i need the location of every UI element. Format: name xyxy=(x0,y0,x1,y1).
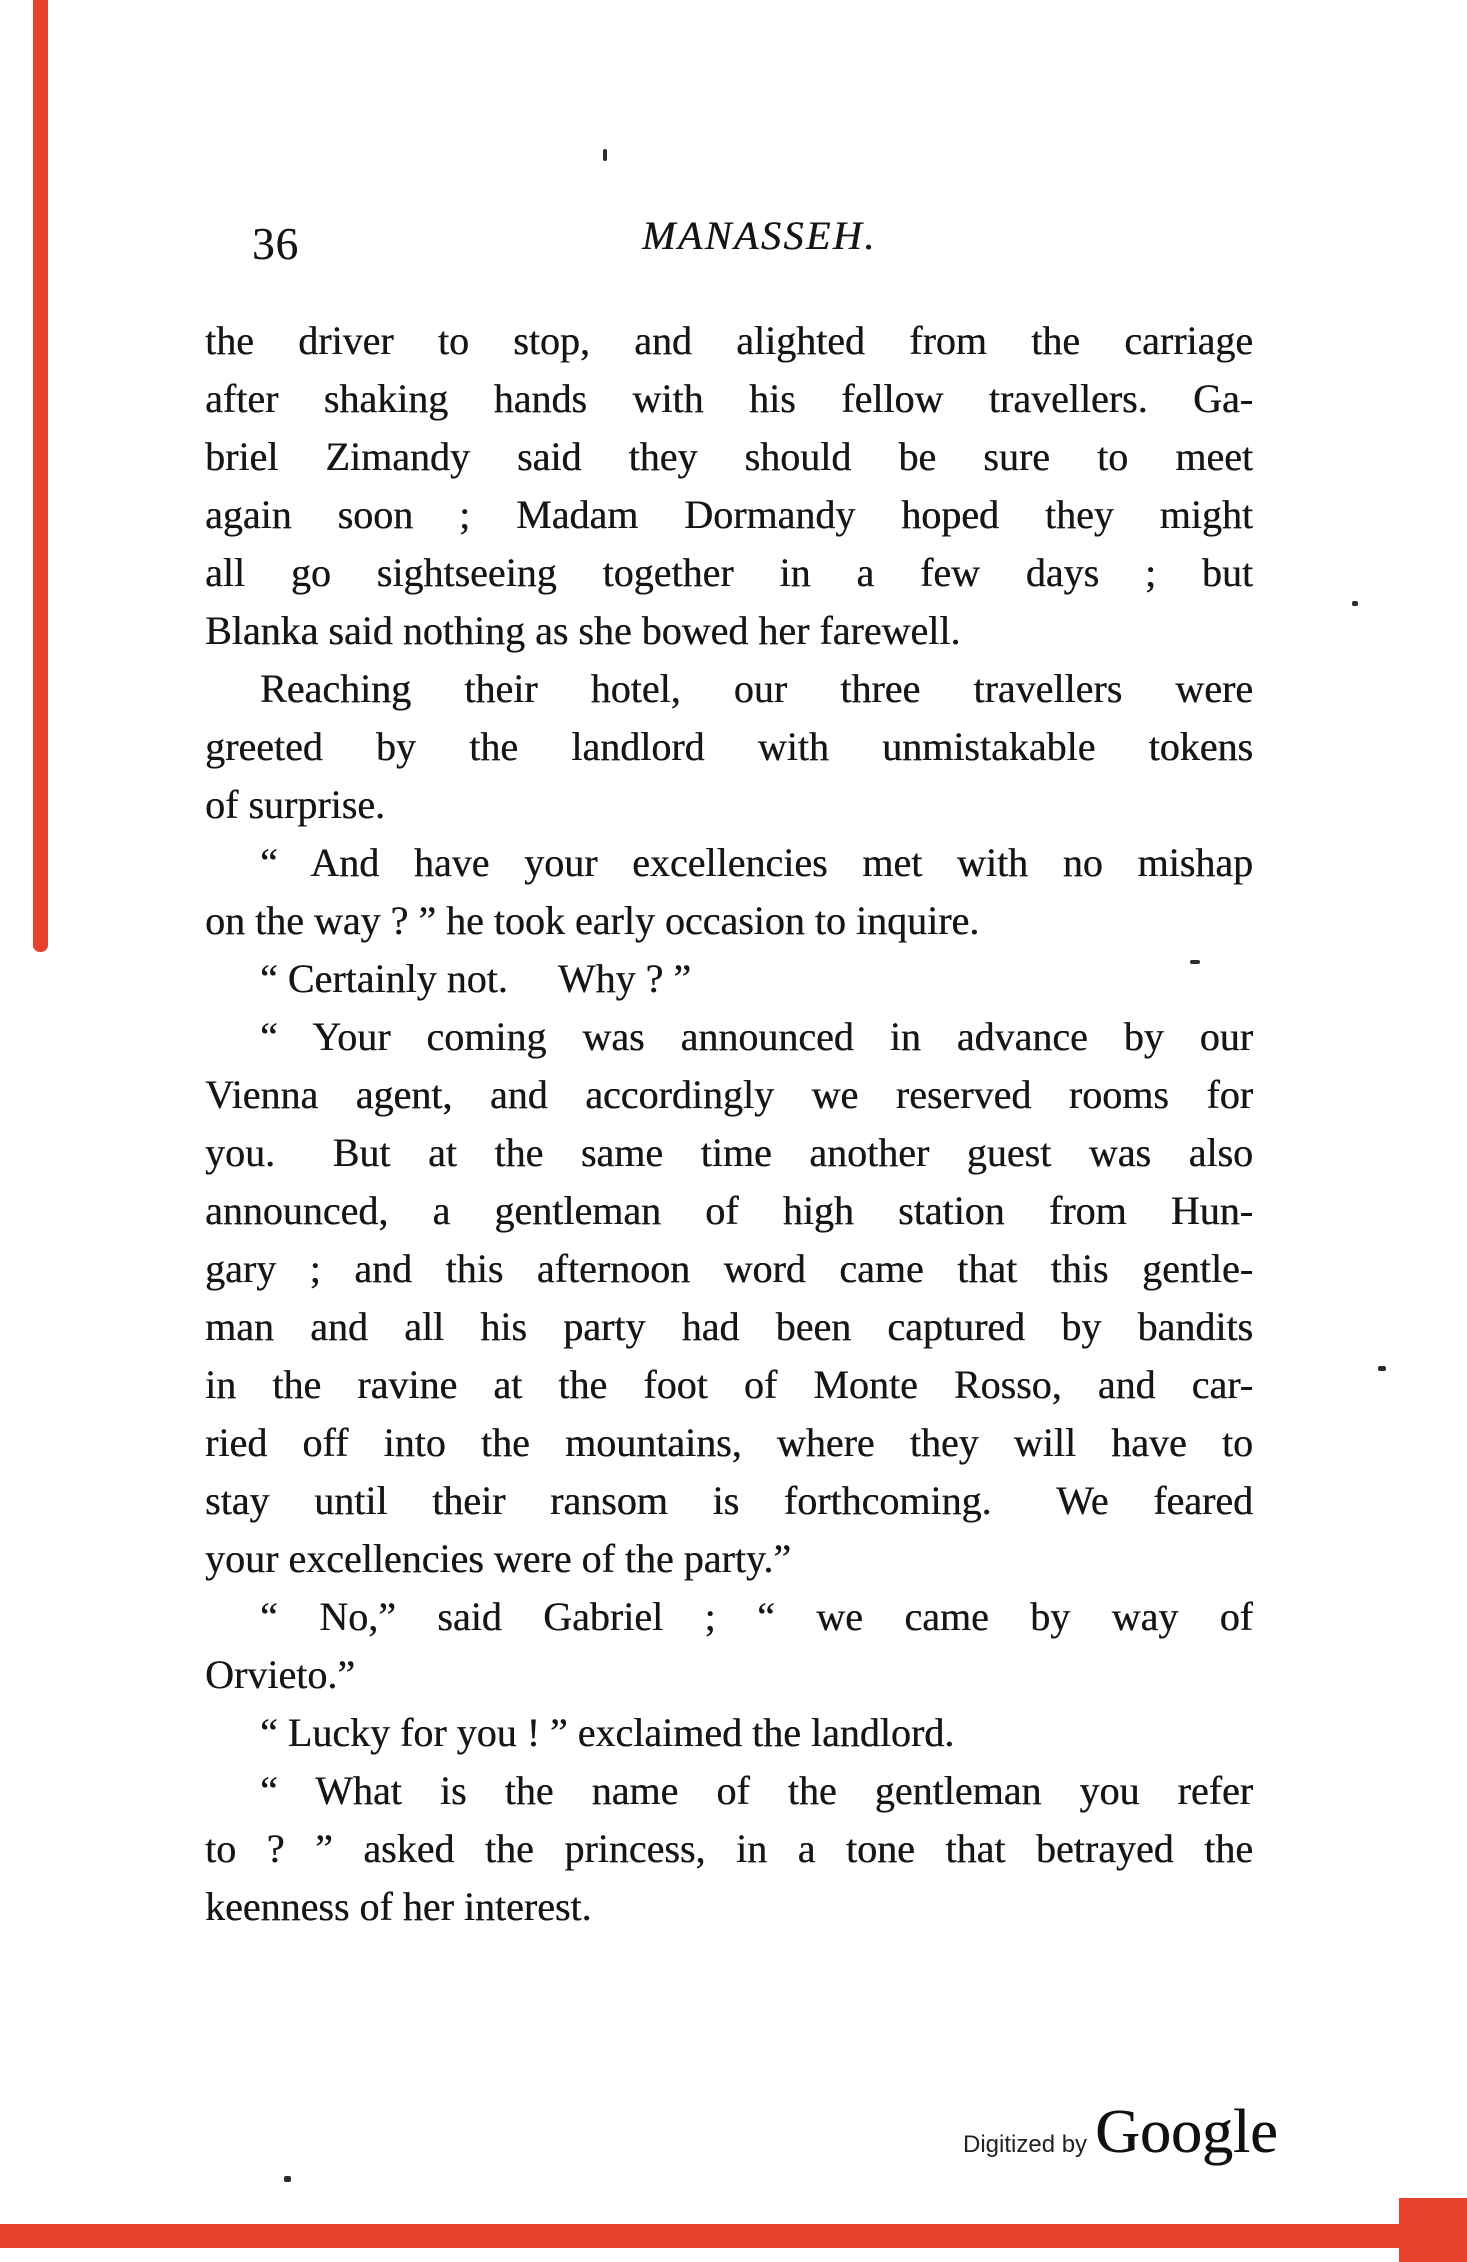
body-text xyxy=(205,312,1253,1936)
body-text-line: briel Zimandy said they should be sure to meet xyxy=(205,434,1253,479)
scan-edge-artifact-corner xyxy=(1399,2198,1467,2262)
ink-speck xyxy=(603,149,607,161)
body-text-line: of surprise. xyxy=(205,782,385,827)
ink-speck xyxy=(1378,1366,1386,1371)
body-text-line: after shaking hands with his fellow travellers. Ga- xyxy=(205,376,1253,421)
scan-edge-artifact-left xyxy=(33,0,48,952)
ink-speck xyxy=(284,2176,291,2182)
google-logo: Google xyxy=(1095,2098,1278,2166)
body-text-line: ried off into the mountains, where they will have to xyxy=(205,1420,1253,1465)
body-text-line: greeted by the landlord with unmistakable tokens xyxy=(205,724,1253,769)
watermark xyxy=(963,2096,1278,2184)
digitized-by-label: Digitized by xyxy=(963,2131,1088,2158)
body-text-line: gary ; and this afternoon word came that this gentle- xyxy=(205,1246,1253,1291)
body-text-line: “ And have your excellencies met with no mishap xyxy=(260,840,1253,885)
body-text-line: “ Lucky for you ! ” exclaimed the landlord. xyxy=(260,1710,955,1755)
body-text-line: Reaching their hotel, our three travellers were xyxy=(260,666,1253,711)
running-head-title: MANASSEH. xyxy=(642,213,877,258)
body-text-line: man and all his party had been captured by bandits xyxy=(205,1304,1253,1349)
body-text-line: in the ravine at the foot of Monte Rosso, and car- xyxy=(205,1362,1253,1407)
body-text-line: your excellencies were of the party.” xyxy=(205,1536,791,1581)
body-text-line: keenness of her interest. xyxy=(205,1884,592,1929)
page-number: 36 xyxy=(252,219,299,269)
body-text-line: Orvieto.” xyxy=(205,1652,355,1697)
body-text-line: to ? ” asked the princess, in a tone that betrayed the xyxy=(205,1826,1253,1871)
body-text-line: all go sightseeing together in a few days ; but xyxy=(205,550,1253,595)
body-text-line: Blanka said nothing as she bowed her farewell. xyxy=(205,608,961,653)
body-text-line: again soon ; Madam Dormandy hoped they might xyxy=(205,492,1253,537)
body-text-line: on the way ? ” he took early occasion to inquire. xyxy=(205,898,980,943)
body-text-line: announced, a gentleman of high station from Hun- xyxy=(205,1188,1253,1233)
body-text-line: “ Your coming was announced in advance by our xyxy=(260,1014,1253,1059)
body-text-line: “ What is the name of the gentleman you refer xyxy=(260,1768,1253,1813)
body-text-line: “ Certainly not. Why ? ” xyxy=(260,956,691,1001)
ink-speck xyxy=(1190,960,1200,964)
body-text-line: stay until their ransom is forthcoming. We feared xyxy=(205,1478,1253,1523)
scan-edge-artifact-bottom xyxy=(0,2224,1467,2248)
body-text-line: “ No,” said Gabriel ; “ we came by way of xyxy=(260,1594,1253,1639)
body-text-line: you. But at the same time another guest was also xyxy=(205,1130,1253,1175)
body-text-line: the driver to stop, and alighted from the carriage xyxy=(205,318,1253,363)
ink-speck xyxy=(1352,601,1358,606)
body-text-line: Vienna agent, and accordingly we reserved rooms for xyxy=(205,1072,1253,1117)
